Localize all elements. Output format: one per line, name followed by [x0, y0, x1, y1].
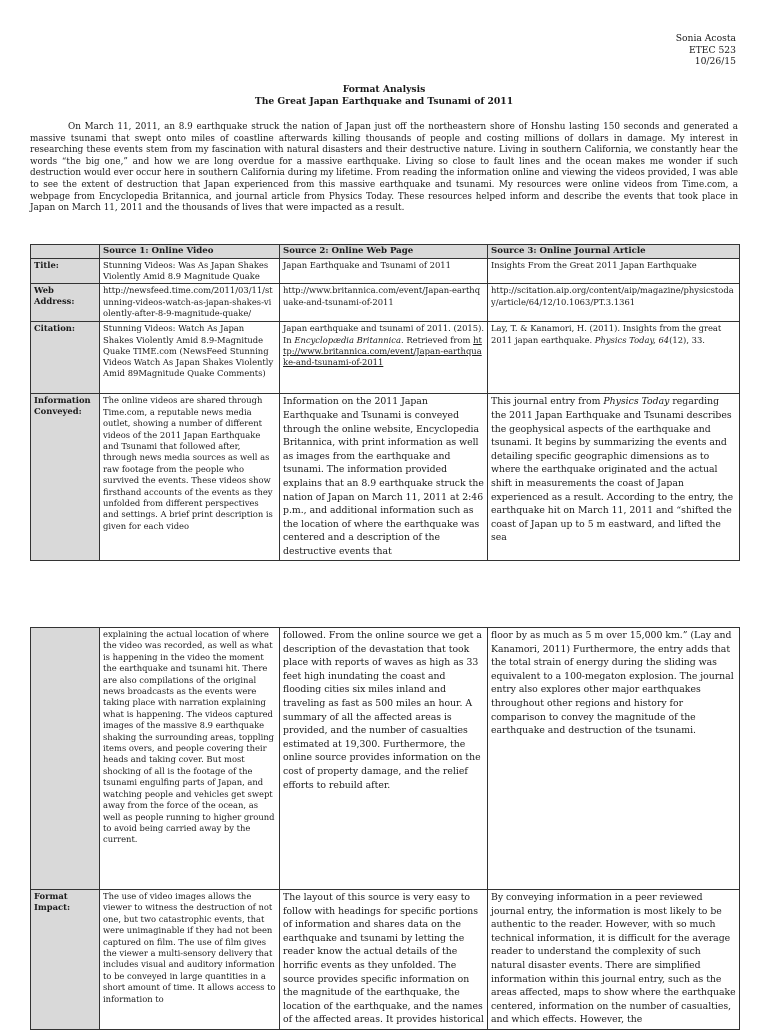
- format-source-1: The use of video images allows the viewer to witness the destruction of not one, but two catastrophic events, that were unimaginable if they had not been captured on film. The use of film gives the viewer a multi-sensory delivery that includes visual and auditory information to be conveyed in large quantities in a short amount of time. It allows access to information to: [100, 890, 280, 1030]
- row-label-information: Information Conveyed:: [31, 394, 100, 560]
- info-source-3-continued: floor by as much as 5 m over 15,000 km.” (Lay and Kanamori, 2011) Furthermore, the entry adds that the total strain of energy during the sliding was equivalent to a 100-megaton explosion. The journal entry also explores other major earthquakes throughout other regions and history for comparison to convey the magnitude of the earthquake and destruction of the tsunami.: [488, 628, 740, 890]
- row-label-format-impact: Format Impact:: [31, 890, 100, 1030]
- web-address-row: [31, 284, 740, 322]
- citation-row: [31, 322, 740, 394]
- format-source-2: The layout of this source is very easy to follow with headings for specific portions of information and shares data on the earthquake and tsunami by letting the reader know the actual details of the horrific events as they unfolded. The source provides specific information on the magnitude of the earthquake, the location of the earthquake, and the names of the affected areas. It provides historical: [280, 890, 488, 1030]
- title-row: [31, 259, 740, 284]
- row-label-information-continued: [31, 628, 100, 890]
- row-label-web-address: Web Address:: [31, 284, 100, 322]
- info-source-1-continued: explaining the actual location of where the video was recorded, as well as what is happening in the video the moment the earthquake and tsunami hit. There are also compilations of the original news broadcasts as the events were taking place with narration explaining what is happening. The videos captured images of the massive 8.9 earthquake shaking the surrounding areas, toppling items overs, and people covering their heads and taking cover. But most shocking of all is the footage of the tsunami engulfing parts of Japan, and watching people and vehicles get swept away from the force of the ocean, as well as people running to higher ground to avoid being carried away by the current.: [100, 628, 280, 890]
- citation-source-3: [488, 322, 740, 394]
- info-3-italic: Physics Today: [603, 396, 670, 408]
- citation-source-1: Stunning Videos: Watch As Japan Shakes Violently Amid 8.9-Magnitude Quake TIME.com (NewsFeed Stunning Videos Watch As Japan Shakes Violently Amid 89Magnitude Quake Comments): [100, 322, 280, 394]
- citation-2-italic: Encyclopædia Britannica: [294, 334, 401, 345]
- format-analysis-table-continued: [30, 627, 740, 1030]
- information-row-continued: [31, 628, 740, 890]
- title-source-3: Insights From the Great 2011 Japan Earthquake: [488, 259, 740, 284]
- document-title: [0, 84, 768, 107]
- author-name: Sonia Acosta: [675, 33, 736, 44]
- information-row: [31, 394, 740, 560]
- citation-3-post: (12), 33.: [669, 334, 705, 345]
- info-3-text: This journal entry from: [491, 396, 604, 408]
- title-line-2: The Great Japan Earthquake and Tsunami of 2011: [254, 95, 514, 107]
- format-source-3: By conveying information in a peer reviewed journal entry, the information is most likely to be authentic to the reader. However, with so much technical information, it is difficult for the average reader to understand the complexity of such natural disaster events. There are simplified information within this journal entry, such as the areas affected, maps to show where the earthquake centered, information on the number of casualties, and which effects. However, the: [488, 890, 740, 1030]
- citation-3-italic: Physics Today, 64: [594, 334, 670, 345]
- title-source-1: Stunning Videos: Was As Japan Shakes Violently Amid 8.9 Magnitude Quake: [100, 259, 280, 284]
- info-source-1: The online videos are shared through Time.com, a reputable news media outlet, showing a number of different videos of the 2011 Japan Earthquake and Tsunami that followed after, through news media sources as well as raw footage from the people who survived the events. These videos show firsthand accounts of the events as they unfolded from different perspectives and settings. A brief print description is given for each video: [100, 394, 280, 560]
- web-source-2: http://www.britannica.com/event/Japan-earthquake-and-tsunami-of-2011: [280, 284, 488, 322]
- document-date: 10/26/15: [694, 56, 736, 67]
- citation-2-mid: . Retrieved from: [401, 334, 474, 345]
- author-header: [676, 33, 736, 68]
- title-line-1: Format Analysis: [342, 84, 426, 95]
- web-source-3: http://scitation.aip.org/content/aip/magazine/physicstoday/article/64/12/10.1063/PT.3.1361: [488, 284, 740, 322]
- web-source-1: http://newsfeed.time.com/2011/03/11/stunning-videos-watch-as-japan-shakes-violently-after-8-9-magnitude-quake/: [100, 284, 280, 322]
- format-impact-row: [31, 890, 740, 1030]
- info-3-post: regarding the 2011 Japan Earthquake and Tsunami describes the geophysical aspects of the earthquake and tsunami. It begins by summarizing the events and detailing specific geographic dimensions as to where the earthquake originated and the actual shift in measurements the coast of Japan experienced as a result. According to the entry, the earthquake hit on March 11, 2011 and “shifted the coast of Japan up to 5 m eastward, and lifted the sea: [491, 396, 734, 544]
- format-analysis-table: [30, 244, 740, 561]
- citation-source-2: [280, 322, 488, 394]
- row-label-title: Title:: [31, 259, 100, 284]
- citation-3-text: Lay, T. & Kanamori, H. (2011). Insights from the great 2011 japan earthquake.: [491, 323, 722, 345]
- header-source-2: Source 2: Online Web Page: [280, 245, 488, 259]
- course-code: ETEC 523: [688, 44, 736, 56]
- info-source-3: [488, 394, 740, 560]
- header-cell-empty: [31, 245, 100, 259]
- info-source-2-continued: followed. From the online source we get a description of the devastation that took place with reports of waves as high as 33 feet high inundating the coast and flooding cities six miles inland and traveling as fast as 500 miles an hour. A summary of all the affected areas is provided, and the number of casualties estimated at 19,300. Furthermore, the online source provides information on the cost of property damage, and the relief efforts to rebuild after.: [280, 628, 488, 890]
- row-label-citation: Citation:: [31, 322, 100, 394]
- info-source-2: Information on the 2011 Japan Earthquake and Tsunami is conveyed through the online website, Encyclopedia Britannica, with print information as well as images from the earthquake and tsunami. The information provided explains that an 8.9 earthquake struck the nation of Japan on March 11, 2011 at 2:46 p.m., and additional information such as the location of where the earthquake was centered and a description of the destructive events that: [280, 394, 488, 560]
- citation-2-text: Japan earthquake and tsunami of 2011. (2015). In: [283, 323, 485, 345]
- citation-2-link[interactable]: http://www.britannica.com/event/Japan-earthquake-and-tsunami-of-2011: [283, 334, 482, 368]
- table-header-row: [31, 245, 740, 259]
- header-source-3: Source 3: Online Journal Article: [488, 245, 740, 259]
- title-source-2: Japan Earthquake and Tsunami of 2011: [280, 259, 488, 284]
- intro-paragraph: On March 11, 2011, an 8.9 earthquake struck the nation of Japan just off the northeastern shore of Honshu lasting 150 seconds and generated a massive tsunami that swept onto miles of coastline afterwards killing thousands of people and costing millions of dollars in damage. My interest in researching these events stem from my fascination with natural disasters and their destructive nature. Living in southern California, we constantly hear the words “the big one,” and how we are long overdue for a massive earthquake. Living so close to fault lines and the ocean makes me wonder if such destruction would ever occur here in southern California during my lifetime. From reading the information online and viewing the videos provided, I was able to see the extent of destruction that Japan experienced from this massive earthquake and tsunami. My resources were online videos from Time.com, a webpage from Encyclopedia Britannica, and journal article from Physics Today. These resources helped inform and describe the events that took place in Japan on March 11, 2011 and the thousands of lives that were impacted as a result.: [30, 122, 738, 214]
- header-source-1: Source 1: Online Video: [100, 245, 280, 259]
